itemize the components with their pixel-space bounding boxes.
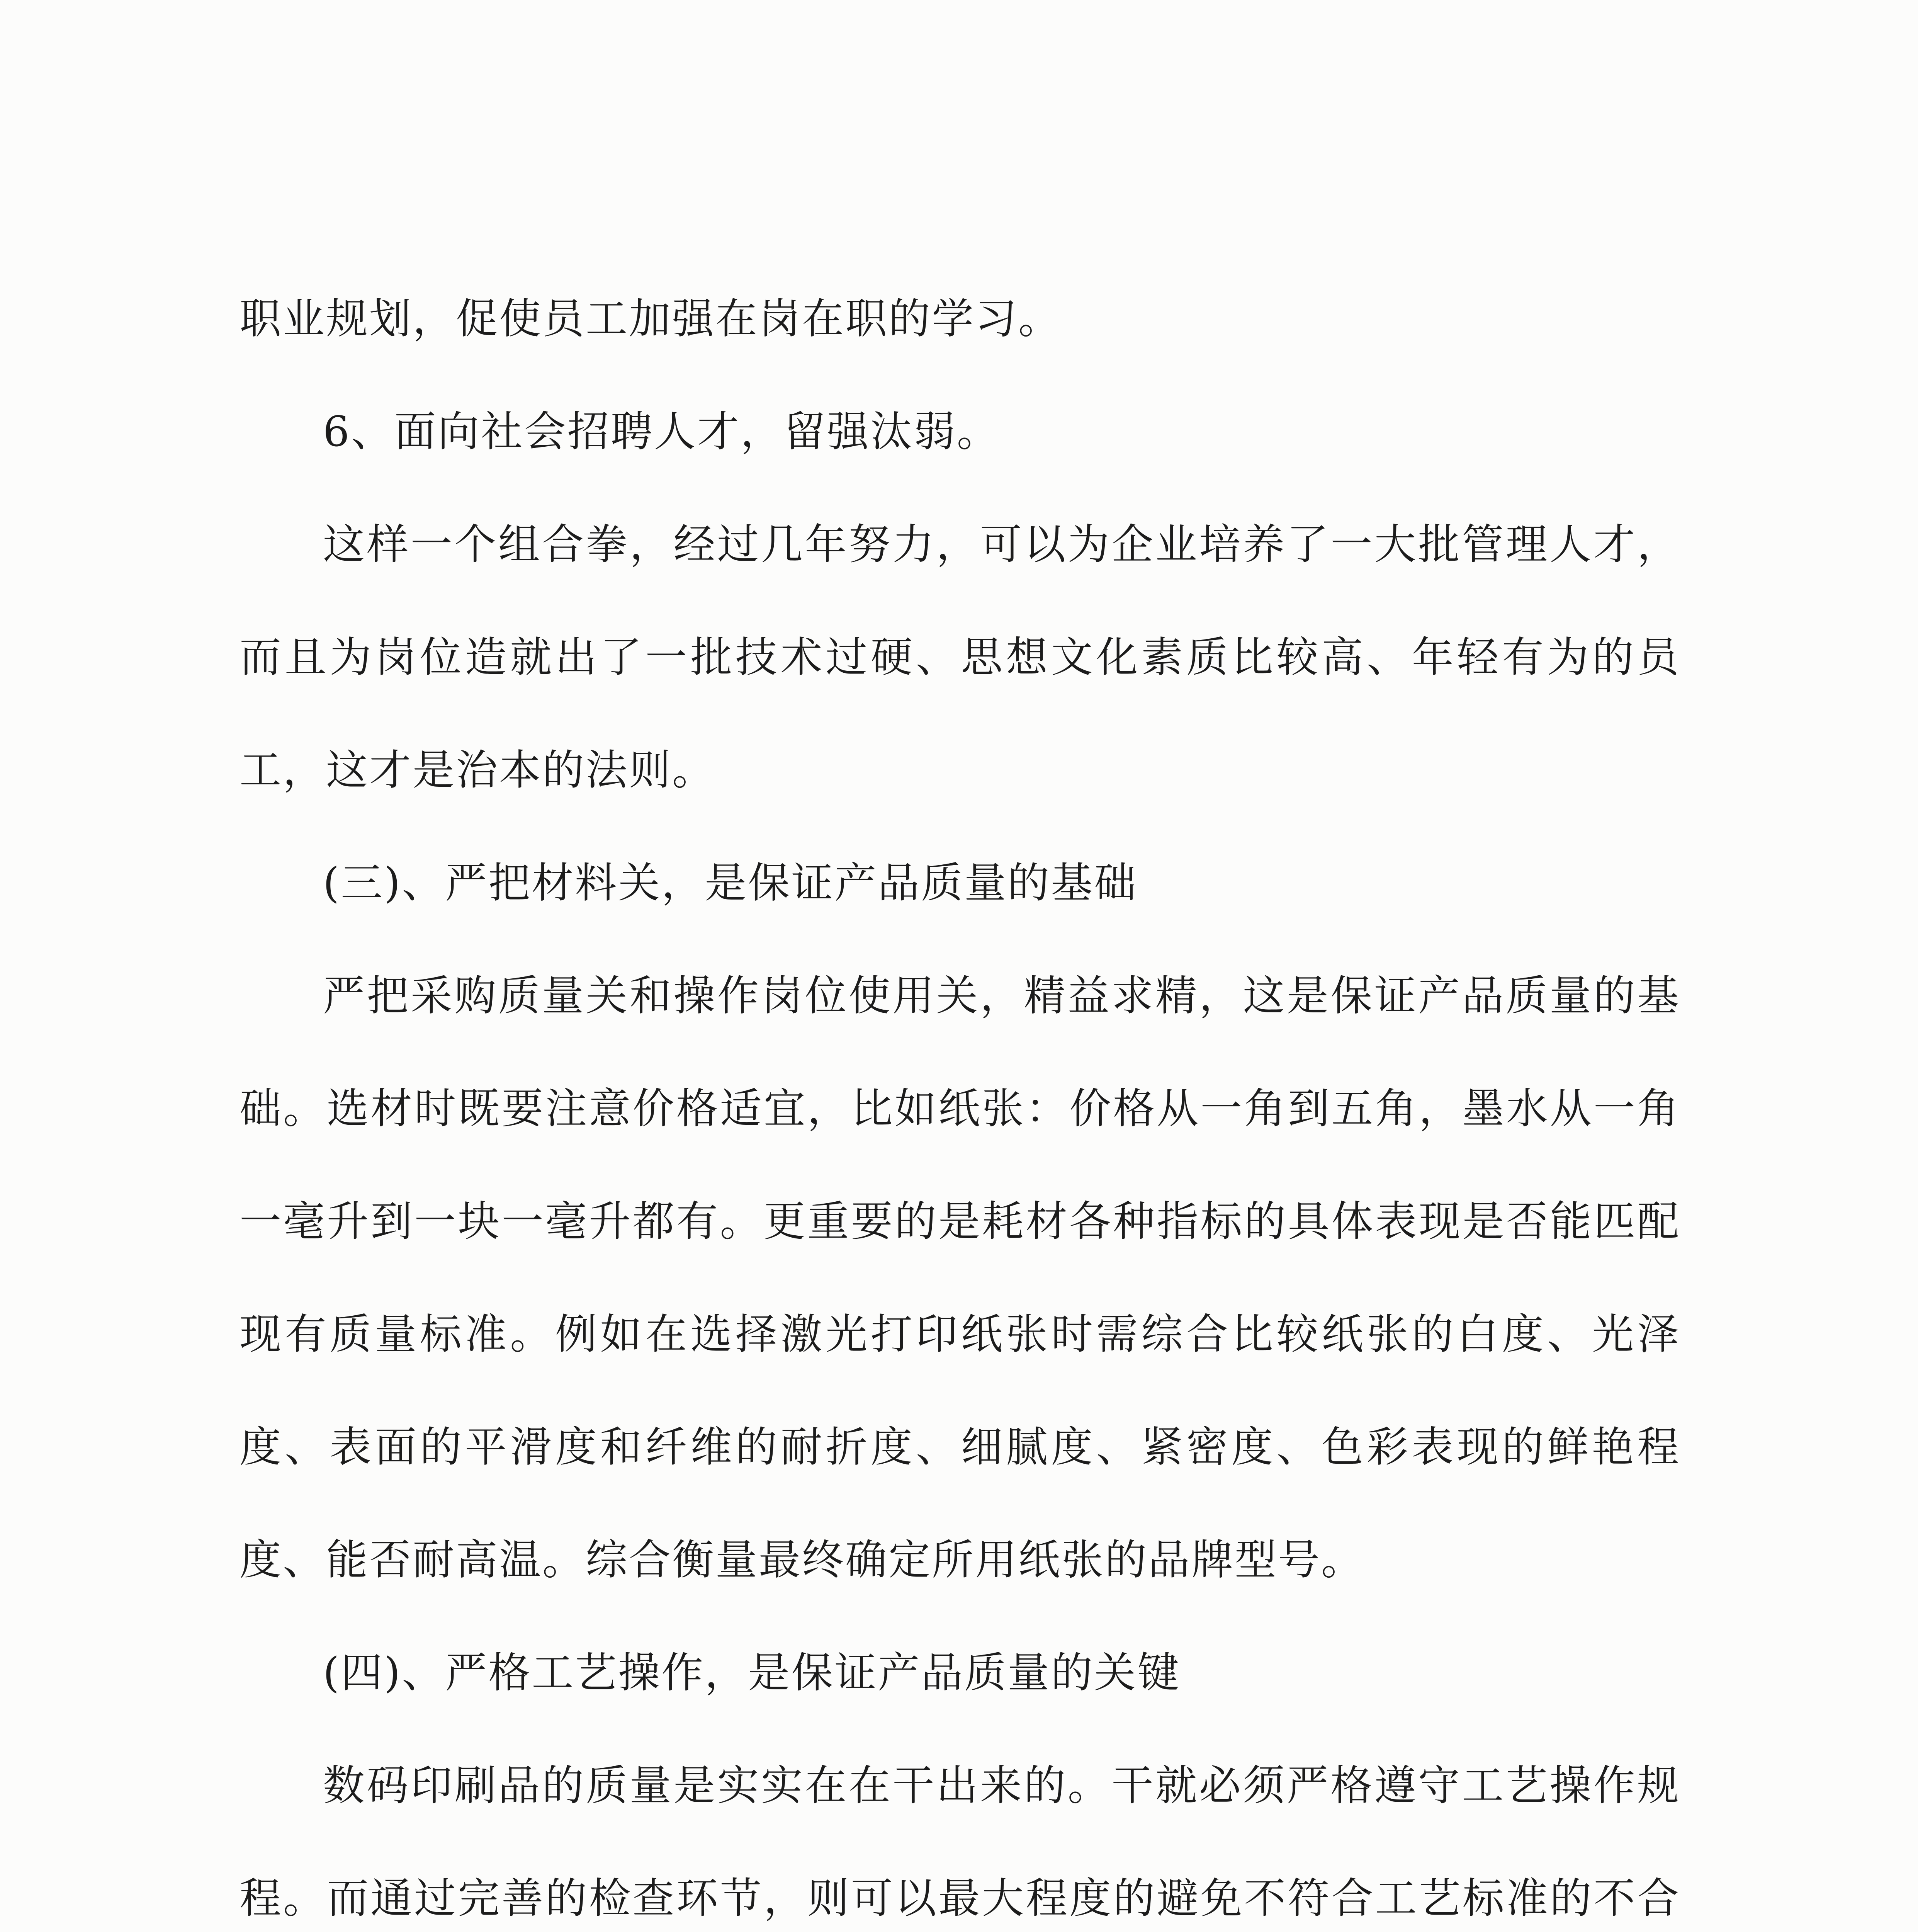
section-heading: (四)、严格工艺操作，是保证产品质量的关键 bbox=[323, 1649, 1181, 1697]
paragraph: 数码印刷品的质量是实实在在干出来的。干就必须严格遵守工艺操作规程。而通过完善的检查环节，则可以最大程度的避免不符合工艺标准的不合 bbox=[240, 1762, 1680, 1923]
paragraph: 6、面向社会招聘人才，留强汰弱。 bbox=[323, 408, 1000, 456]
paragraph: 这样一个组合拳，经过几年努力，可以为企业培养了一大批管理人才，而且为岗位造就出了一批技术过硬、思想文化素质比较高、年轻有为的员工，这才是治本的法则。 bbox=[240, 520, 1680, 794]
document-body bbox=[240, 263, 1680, 1932]
paragraph-continuation: 职业规划，促使员工加强在岗在职的学习。 bbox=[240, 295, 1062, 343]
section-heading: (三)、严把材料关，是保证产品质量的基础 bbox=[323, 859, 1138, 907]
paragraph: 严把采购质量关和操作岗位使用关，精益求精，这是保证产品质量的基础。选材时既要注意价格适宜，比如纸张：价格从一角到五角，墨水从一角一毫升到一块一毫升都有。更重要的是耗材各种指标的具体表现是否能匹配现有质量标准。例如在选择激光打印纸张时需综合比较纸张的白度、光泽度、表面的平滑度和纤维的耐折度、细腻度、紧密度、色彩表现的鲜艳程度、能否耐高温。综合衡量最终确定所用纸张的品牌型号。 bbox=[240, 972, 1680, 1584]
